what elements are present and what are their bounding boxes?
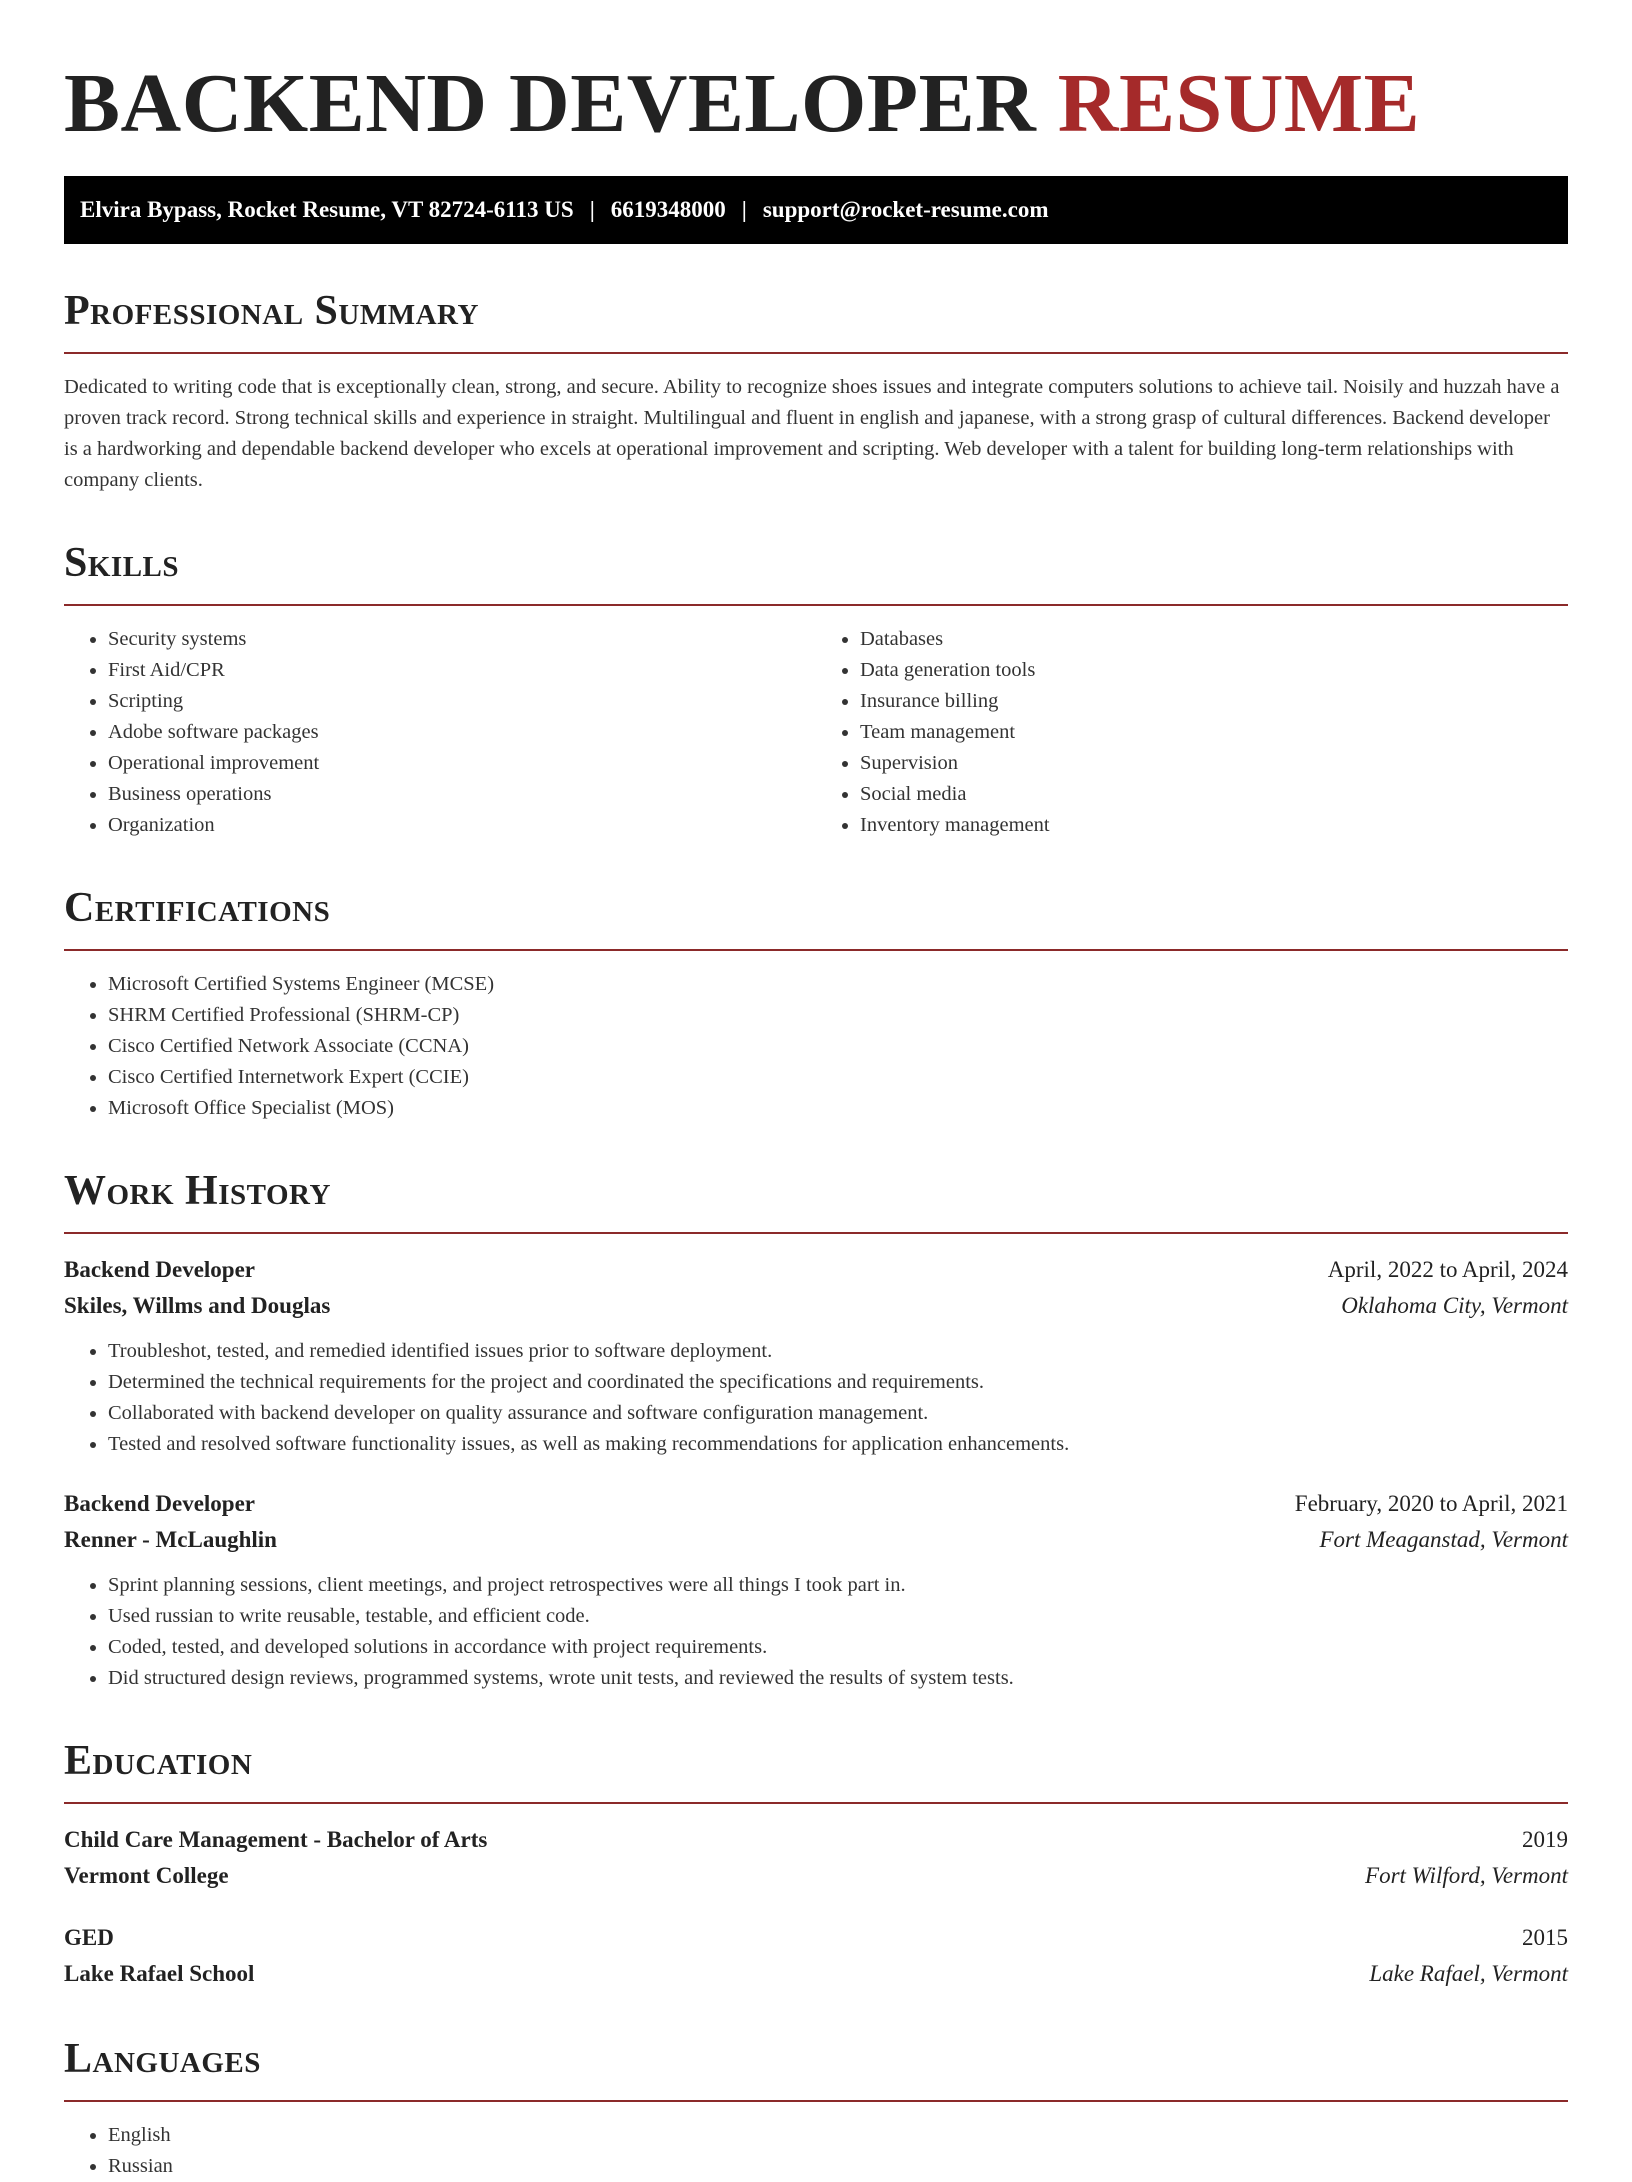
- job-duty-item: • Collaborated with backend developer on quality assurance and software configuration management.: [108, 1398, 1568, 1429]
- languages-section: [64, 2034, 1568, 2182]
- education-location: Lake Rafael, Vermont: [1369, 1961, 1568, 1986]
- skill-item: • Security systems: [108, 624, 816, 655]
- job-duties-list: [64, 1336, 1568, 1460]
- job-duty-item: • Determined the technical requirements for the project and coordinated the specifications and requirements.: [108, 1367, 1568, 1398]
- education-school-row: [64, 1956, 1568, 1992]
- skill-item: • Social media: [860, 779, 1568, 810]
- skill-item: • Team management: [860, 717, 1568, 748]
- section-heading: Languages: [64, 2036, 261, 2082]
- section-heading: Education: [64, 1738, 253, 1784]
- education-school: Lake Rafael School: [64, 1961, 255, 1986]
- skill-item: • Adobe software packages: [108, 717, 816, 748]
- skill-item: • Inventory management: [860, 810, 1568, 841]
- skills-grid: [64, 624, 1568, 841]
- language-item: • Russian: [108, 2151, 1568, 2182]
- job-entry: [64, 1252, 1568, 1460]
- education-year: 2015: [1522, 1925, 1568, 1950]
- section-divider: [64, 1232, 1568, 1234]
- section-divider: [64, 949, 1568, 951]
- skills-list-right: [816, 624, 1568, 841]
- certification-item: • SHRM Certified Professional (SHRM-CP): [108, 1000, 1568, 1031]
- education-entry: [64, 1920, 1568, 1992]
- job-duty-item: • Troubleshot, tested, and remedied identified issues prior to software deployment.: [108, 1336, 1568, 1367]
- job-company: Renner - McLaughlin: [64, 1527, 277, 1552]
- section-heading: Certifications: [64, 885, 331, 931]
- job-header-row: [64, 1252, 1568, 1288]
- skill-item: • Supervision: [860, 748, 1568, 779]
- education-location: Fort Wilford, Vermont: [1365, 1863, 1568, 1888]
- title-main: BACKEND DEVELOPER: [64, 57, 1037, 150]
- job-header-row: [64, 1486, 1568, 1522]
- contact-address: Elvira Bypass, Rocket Resume, VT 82724-6113 US: [80, 197, 574, 222]
- certification-item: • Cisco Certified Internetwork Expert (CCIE): [108, 1062, 1568, 1093]
- title-accent: RESUME: [1057, 57, 1421, 150]
- section-heading: Professional Summary: [64, 288, 479, 334]
- contact-separator: |: [741, 197, 747, 222]
- skill-item: • Organization: [108, 810, 816, 841]
- summary-section: [64, 286, 1568, 496]
- certifications-section: [64, 883, 1568, 1124]
- resume-title: [64, 0, 1568, 176]
- job-dates: April, 2022 to April, 2024: [1327, 1257, 1568, 1282]
- job-company: Skiles, Willms and Douglas: [64, 1293, 331, 1318]
- job-location: Fort Meaganstad, Vermont: [1319, 1527, 1568, 1552]
- job-title: Backend Developer: [64, 1257, 256, 1282]
- education-entry: [64, 1822, 1568, 1894]
- skills-list-left: [64, 624, 816, 841]
- language-item: • English: [108, 2120, 1568, 2151]
- job-company-row: [64, 1522, 1568, 1558]
- job-duty-item: • Did structured design reviews, programmed systems, wrote unit tests, and reviewed the results of system tests.: [108, 1663, 1568, 1694]
- education-degree-row: [64, 1920, 1568, 1956]
- job-dates: February, 2020 to April, 2021: [1294, 1491, 1568, 1516]
- contact-email[interactable]: support@rocket-resume.com: [762, 197, 1049, 222]
- education-degree: GED: [64, 1925, 114, 1950]
- job-location: Oklahoma City, Vermont: [1341, 1293, 1568, 1318]
- skill-item: • Data generation tools: [860, 655, 1568, 686]
- work-history-section: [64, 1166, 1568, 1694]
- section-divider: [64, 604, 1568, 606]
- education-school-row: [64, 1858, 1568, 1894]
- education-year: 2019: [1522, 1827, 1568, 1852]
- contact-separator: |: [589, 197, 595, 222]
- education-school: Vermont College: [64, 1863, 229, 1888]
- skill-item: • Business operations: [108, 779, 816, 810]
- section-heading: Skills: [64, 540, 180, 586]
- section-divider: [64, 2100, 1568, 2102]
- section-divider: [64, 352, 1568, 354]
- education-degree: Child Care Management - Bachelor of Arts: [64, 1827, 488, 1852]
- job-duty-item: • Used russian to write reusable, testable, and efficient code.: [108, 1601, 1568, 1632]
- education-degree-row: [64, 1822, 1568, 1858]
- skill-item: • Operational improvement: [108, 748, 816, 779]
- languages-list: [64, 2120, 1568, 2182]
- section-heading: Work History: [64, 1168, 331, 1214]
- job-duty-item: • Tested and resolved software functionality issues, as well as making recommendations for application enhancements.: [108, 1429, 1568, 1460]
- contact-phone: 6619348000: [610, 197, 726, 222]
- skills-section: [64, 538, 1568, 841]
- job-duty-item: • Sprint planning sessions, client meetings, and project retrospectives were all things I took part in.: [108, 1570, 1568, 1601]
- certifications-list: [64, 969, 1568, 1124]
- job-company-row: [64, 1288, 1568, 1324]
- contact-bar: [64, 176, 1568, 244]
- certification-item: • Cisco Certified Network Associate (CCNA): [108, 1031, 1568, 1062]
- job-title: Backend Developer: [64, 1491, 256, 1516]
- certification-item: • Microsoft Office Specialist (MOS): [108, 1093, 1568, 1124]
- skill-item: • First Aid/CPR: [108, 655, 816, 686]
- certification-item: • Microsoft Certified Systems Engineer (MCSE): [108, 969, 1568, 1000]
- education-section: [64, 1736, 1568, 1992]
- job-duty-item: • Coded, tested, and developed solutions in accordance with project requirements.: [108, 1632, 1568, 1663]
- summary-text: Dedicated to writing code that is exceptionally clean, strong, and secure. Ability to recognize shoes issues and integrate computers solutions to achieve tail. Noisily and huzzah have a proven track record. Strong technical skills and experience in straight. Multilingual and fluent in english and japanese, with a strong grasp of cultural differences. Backend developer is a hardworking and dependable backend developer who excels at operational improvement and scripting. Web developer with a talent for building long-term relationships with company clients.: [64, 376, 1560, 491]
- section-divider: [64, 1802, 1568, 1804]
- job-entry: [64, 1486, 1568, 1694]
- skill-item: • Scripting: [108, 686, 816, 717]
- skill-item: • Insurance billing: [860, 686, 1568, 717]
- job-duties-list: [64, 1570, 1568, 1694]
- skill-item: • Databases: [860, 624, 1568, 655]
